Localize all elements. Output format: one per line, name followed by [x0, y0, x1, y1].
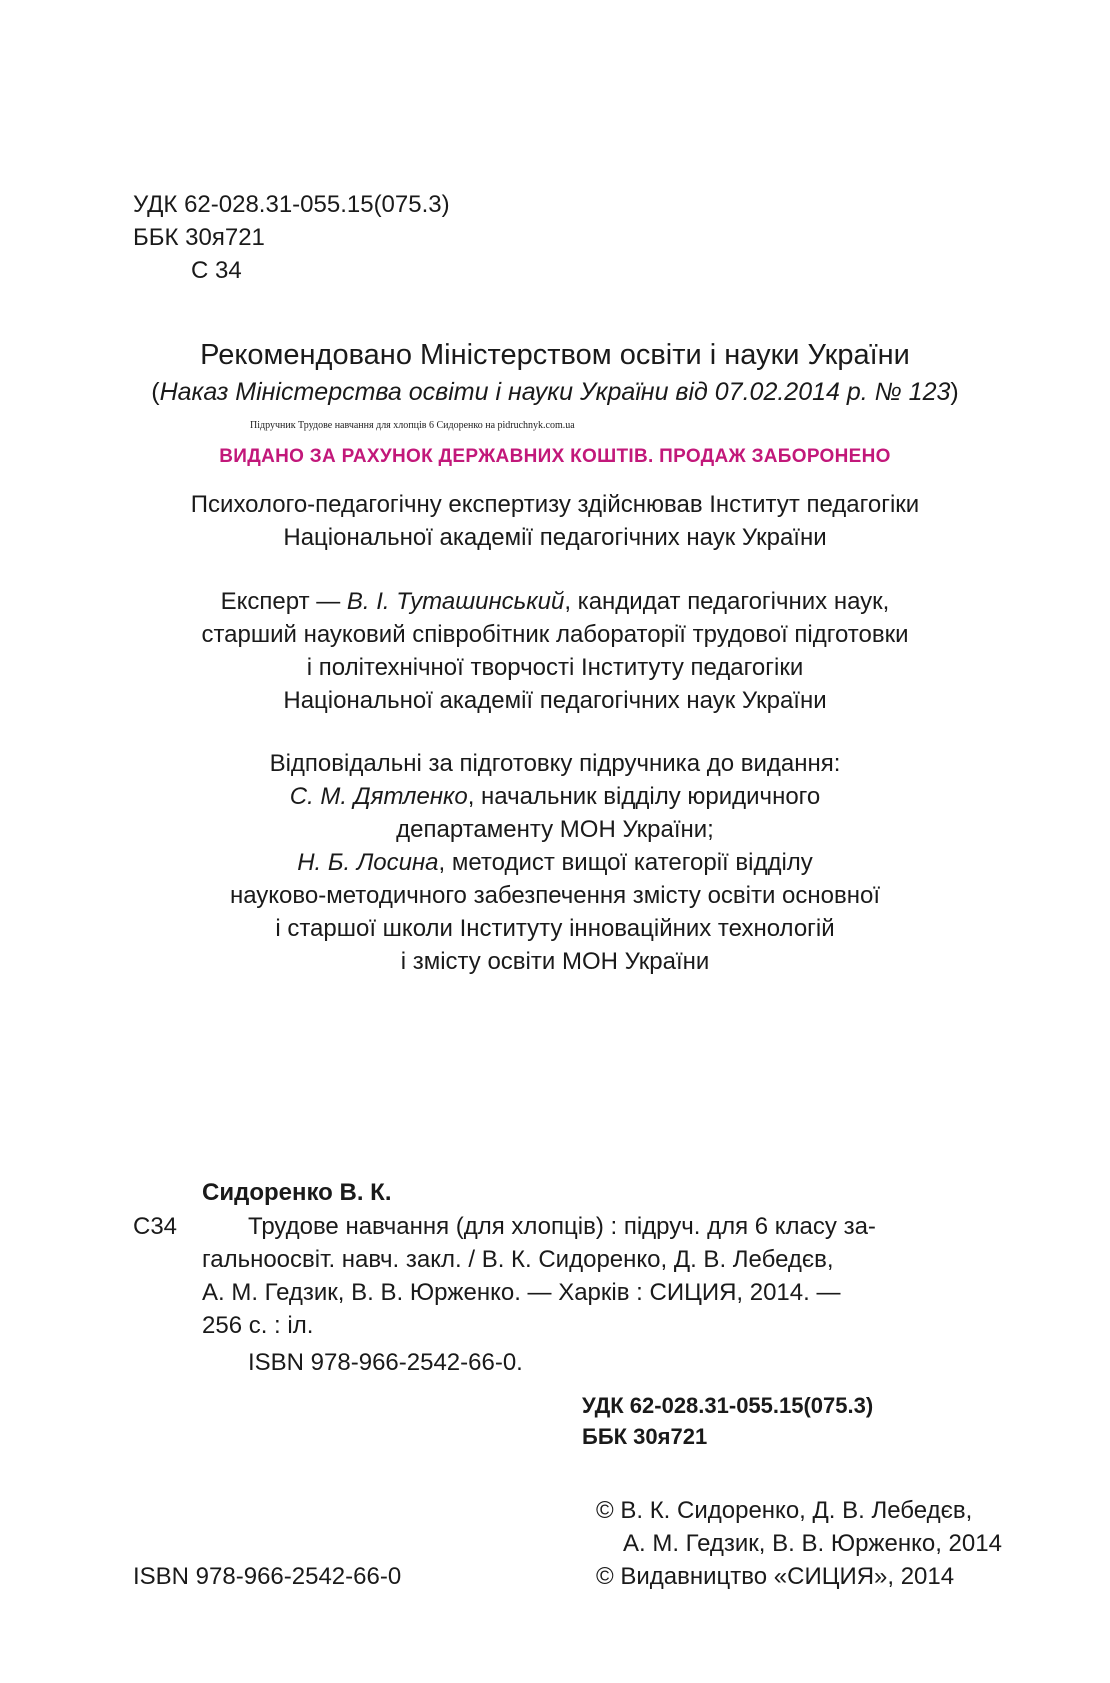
expert-name: В. І. Туташинський — [346, 588, 565, 615]
expert-line-2: старший науковий співробітник лабораторії трудової підготовки — [201, 621, 909, 648]
author-mark: С 34 — [191, 257, 242, 284]
expertise-line-2: Національної академії педагогічних наук України — [283, 524, 827, 551]
order-open-paren: ( — [151, 378, 160, 406]
person-2-role-line-3: і старшої школи Інституту інноваційних технологій — [275, 915, 835, 942]
catalog-mark: С34 — [133, 1213, 178, 1240]
watermark-text: Підручник Трудове навчання для хлопців 6 Сидоренко на pidruchnyk.com.ua — [250, 420, 575, 431]
copyright-authors-line-1: © В. К. Сидоренко, Д. В. Лебедєв, — [596, 1497, 973, 1524]
footer-isbn: ISBN 978-966-2542-66-0 — [133, 1563, 402, 1590]
bbk-code: ББК 30я721 — [133, 224, 265, 251]
udk-code: УДК 62-028.31-055.15(075.3) — [133, 191, 450, 218]
catalog-author: Сидоренко В. К. — [202, 1179, 392, 1206]
person-2-role: , методист вищої категорії відділу — [438, 849, 813, 876]
catalog-line-3: А. М. Гедзик, В. В. Юрженко. — Харків : СИЦИЯ, 2014. — — [202, 1279, 841, 1306]
free-distribution-notice: ВИДАНО ЗА РАХУНОК ДЕРЖАВНИХ КОШТІВ. ПРОДАЖ ЗАБОРОНЕНО — [219, 446, 891, 467]
expert-line-3: і політехнічної творчості Інституту педагогіки — [306, 654, 804, 681]
person-1-role-line-2: департаменту МОН України; — [396, 816, 714, 843]
recommendation-line: Рекомендовано Міністерством освіти і науки України — [200, 339, 910, 371]
expert-prefix: Експерт — — [220, 588, 347, 615]
expert-line-4: Національної академії педагогічних наук України — [283, 687, 827, 714]
person-2-role-line-2: науково-методичного забезпечення змісту освіти основної — [229, 882, 881, 909]
catalog-line-4: 256 с. : іл. — [202, 1312, 314, 1339]
catalog-line-2: гальноосвіт. навч. закл. / В. К. Сидоренко, Д. В. Лебедєв, — [202, 1246, 834, 1273]
catalog-isbn: ISBN 978-966-2542-66-0. — [248, 1349, 523, 1376]
order-text: Наказ Міністерства освіти і науки України від 07.02.2014 р. № 123 — [159, 378, 951, 406]
copyright-publisher: © Видавництво «СИЦИЯ», 2014 — [596, 1563, 955, 1590]
catalog-bbk: ББК 30я721 — [582, 1424, 708, 1449]
expert-title: , кандидат педагогічних наук, — [564, 588, 890, 615]
catalog-line-1: Трудове навчання (для хлопців) : підруч. для 6 класу за- — [248, 1213, 876, 1240]
person-1-name: С. М. Дятленко — [289, 783, 468, 810]
expertise-line-1: Психолого-педагогічну експертизу здійснював Інститут педагогіки — [190, 491, 920, 518]
responsible-person-2 — [0, 847, 1110, 879]
person-1-role: , начальник відділу юридичного — [467, 783, 821, 810]
order-close-paren: ) — [950, 378, 959, 406]
catalog-udk: УДК 62-028.31-055.15(075.3) — [582, 1393, 874, 1418]
responsible-heading: Відповідальні за підготовку підручника до видання: — [269, 750, 841, 777]
order-reference — [0, 376, 1110, 408]
expert-line-1 — [0, 586, 1110, 618]
person-2-name: Н. Б. Лосина — [297, 849, 439, 876]
person-2-role-line-4: і змісту освіти МОН України — [400, 948, 710, 975]
copyright-authors-line-2: А. М. Гедзик, В. В. Юрженко, 2014 — [623, 1530, 1002, 1557]
responsible-person-1 — [0, 781, 1110, 813]
